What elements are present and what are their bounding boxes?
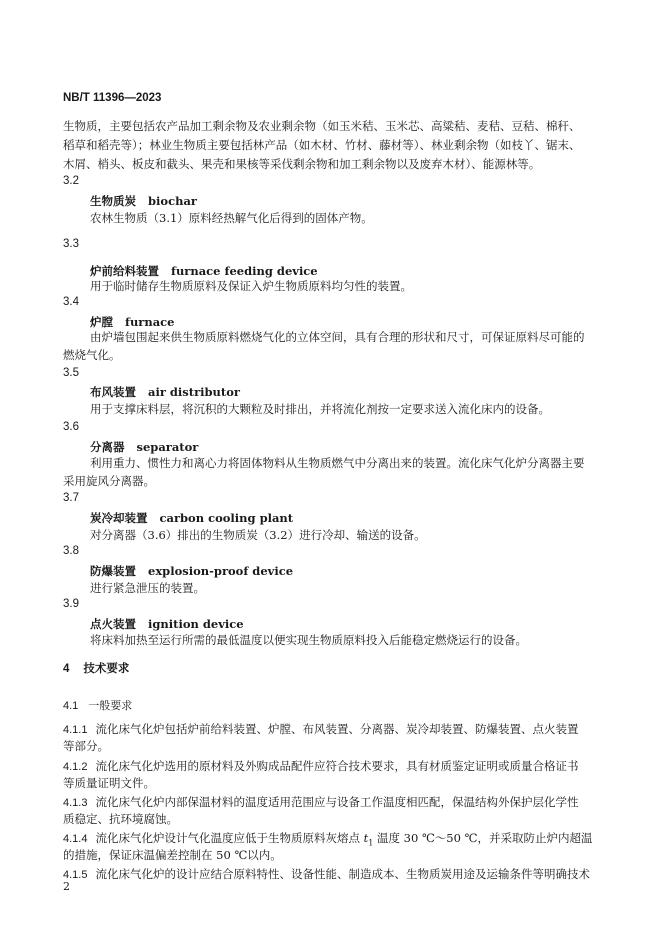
page-number: 2 bbox=[63, 880, 70, 893]
intro-line-1: 生物质，主要包括农产品加工剩余物及农业剩余物（如玉米秸、玉米芯、高粱秸、麦秸、豆秸、棉秆、 bbox=[63, 119, 581, 133]
section-heading bbox=[63, 660, 129, 676]
term-en: air distributor bbox=[148, 385, 240, 399]
term-zh: 炉前给料装置 bbox=[90, 264, 159, 278]
term-en: furnace feeding device bbox=[171, 264, 318, 278]
subsection-number: 4.1 bbox=[63, 700, 79, 712]
term-definition: 燃烧气化。 bbox=[63, 348, 121, 362]
temperature-subscript: 1 bbox=[368, 838, 374, 848]
clause-text: 流化床气化炉设计气化温度应低于生物质原料灰熔点 bbox=[95, 831, 364, 845]
term-heading bbox=[90, 314, 175, 330]
clause-number: 4.1.1 bbox=[63, 724, 88, 736]
term-zh: 分离器 bbox=[90, 440, 125, 454]
temperature-variable: t bbox=[363, 831, 369, 845]
term-en: biochar bbox=[148, 194, 197, 208]
term-heading bbox=[90, 384, 240, 400]
term-definition: 采用旋风分离器。 bbox=[63, 474, 155, 488]
term-definition: 用于支撑床料层，将沉积的大颗粒及时排出，并将流化剂按一定要求送入流化床内的设备。 bbox=[90, 402, 550, 416]
term-heading bbox=[90, 563, 293, 579]
clause-text: 流化床气化炉包括炉前给料装置、炉膛、布风装置、分离器、炭冷却装置、防爆装置、点火装置 bbox=[95, 722, 579, 736]
clause-text: 等部分。 bbox=[63, 739, 109, 753]
term-number: 3.9 bbox=[63, 598, 79, 610]
clause-line bbox=[63, 866, 590, 882]
term-zh: 防爆装置 bbox=[90, 564, 136, 578]
term-number: 3.5 bbox=[63, 367, 79, 379]
clause-text: 温度 30 ℃～50 ℃，并采取防止炉内超温 bbox=[373, 831, 593, 845]
term-number: 3.7 bbox=[63, 492, 79, 504]
clause-line bbox=[63, 758, 578, 774]
section-title: 技术要求 bbox=[83, 663, 130, 675]
clause-text: 等质量证明文件。 bbox=[63, 776, 155, 790]
clause-line bbox=[63, 721, 578, 737]
intro-line-2: 稻草和稻壳等）；林业生物质主要包括林产品（如木材、竹材、藤材等）、林业剩余物（如枝丫、锯末、 bbox=[63, 138, 581, 152]
term-number: 3.8 bbox=[63, 545, 79, 557]
term-heading bbox=[90, 193, 197, 209]
term-definition: 将床料加热至运行所需的最低温度以便实现生物质原料投入后能稳定燃烧运行的设备。 bbox=[90, 633, 527, 647]
term-definition: 由炉墙包围起来供生物质原料燃烧气化的立体空间，具有合理的形状和尺寸，可保证原料尽可能的 bbox=[90, 330, 585, 344]
standard-code: NB/T 11396—2023 bbox=[63, 92, 162, 104]
subsection-title: 一般要求 bbox=[88, 700, 133, 712]
term-heading bbox=[90, 263, 318, 279]
clause-number: 4.1.3 bbox=[63, 797, 88, 809]
subsection-heading bbox=[63, 697, 132, 713]
clause-text: 流化床气化炉的设计应结合原料特性、设备性能、制造成本、生物质炭用途及运输条件等明确技术 bbox=[95, 867, 590, 881]
term-definition: 用于临时储存生物质原料及保证入炉生物质原料均匀性的装置。 bbox=[90, 279, 412, 293]
term-number: 3.4 bbox=[63, 296, 79, 308]
clause-text: 流化床气化炉选用的原材料及外购成品配件应符合技术要求，具有材质鉴定证明或质量合格证书 bbox=[95, 759, 579, 773]
intro-line-3: 木屑、梢头、板皮和截头、果壳和果核等采伐剩余物和加工剩余物以及废弃木材）、能源林等。 bbox=[63, 157, 541, 171]
term-heading bbox=[90, 439, 198, 455]
term-zh: 炉膛 bbox=[90, 315, 113, 329]
clause-text: 流化床气化炉内部保温材料的温度适用范围应与设备工作温度相匹配，保温结构外保护层化学性 bbox=[95, 795, 579, 809]
term-number: 3.2 bbox=[63, 175, 79, 187]
term-zh: 布风装置 bbox=[90, 385, 136, 399]
term-zh: 炭冷却装置 bbox=[90, 511, 148, 525]
section-number: 4 bbox=[63, 663, 70, 675]
clause-text: 的措施，保证床温偏差控制在 50 ℃以内。 bbox=[63, 848, 282, 862]
term-definition: 对分离器（3.6）排出的生物质炭（3.2）进行冷却、输送的设备。 bbox=[90, 528, 426, 542]
clause-text: 质稳定、抗环境腐蚀。 bbox=[63, 812, 178, 826]
clause-number: 4.1.5 bbox=[63, 869, 88, 881]
term-zh: 点火装置 bbox=[90, 617, 136, 631]
term-definition: 农林生物质（3.1）原料经热解气化后得到的固体产物。 bbox=[90, 211, 373, 225]
clause-number: 4.1.2 bbox=[63, 761, 88, 773]
term-en: separator bbox=[136, 440, 199, 454]
term-heading bbox=[90, 510, 293, 526]
term-number: 3.3 bbox=[63, 238, 79, 250]
term-heading bbox=[90, 616, 244, 632]
term-en: furnace bbox=[125, 315, 175, 329]
term-zh: 生物质炭 bbox=[90, 194, 136, 208]
clause-number: 4.1.4 bbox=[63, 833, 88, 845]
clause-line bbox=[63, 830, 592, 847]
term-number: 3.6 bbox=[63, 421, 79, 433]
term-en: ignition device bbox=[148, 617, 244, 631]
term-definition: 进行紧急泄压的装置。 bbox=[90, 581, 205, 595]
term-en: carbon cooling plant bbox=[159, 511, 294, 525]
clause-line bbox=[63, 794, 578, 810]
term-definition: 利用重力、惯性力和离心力将固体物料从生物质燃气中分离出来的装置。流化床气化炉分离器主要 bbox=[90, 456, 585, 470]
term-en: explosion-proof device bbox=[148, 564, 294, 578]
